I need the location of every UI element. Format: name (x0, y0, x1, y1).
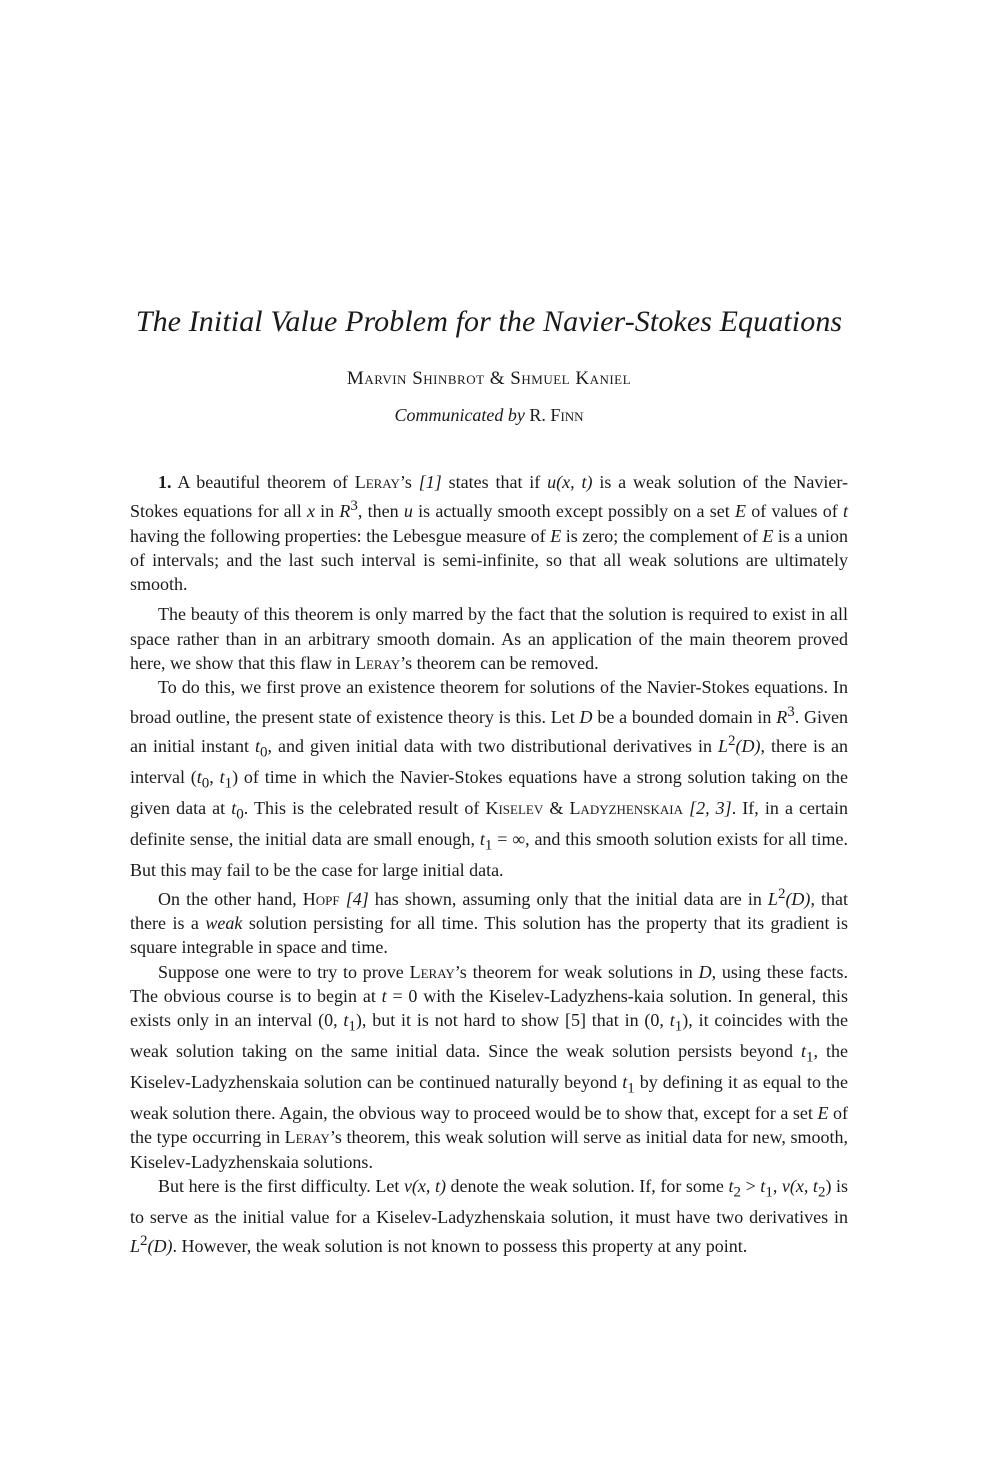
math-inline: D (579, 706, 593, 727)
math-inline: t (842, 501, 848, 522)
math-subscript: 2 (817, 1184, 826, 1201)
section-number: 1. (158, 472, 172, 492)
math-inline: t (801, 1041, 807, 1062)
author-ref-kiselev: Kiselev (485, 797, 544, 818)
text-run: A beautiful theorem of (177, 472, 355, 492)
text-run: , then (357, 501, 404, 522)
math-superscript: 2 (140, 1233, 148, 1250)
author-ref-leray: Leray (354, 653, 401, 674)
math-superscript: 3 (787, 703, 795, 720)
text-run: On the other hand, (158, 888, 303, 909)
author-ref-hopf: Hopf (302, 888, 340, 909)
math-subscript: 0 (201, 775, 210, 792)
math-subscript: 0 (236, 806, 244, 823)
text-run: , and given initial data with two distributional derivatives in (267, 735, 718, 756)
math-inline: t (728, 1175, 734, 1196)
math-subscript: 1 (484, 837, 493, 854)
text-run: ’s theorem, this weak solution will serve as initial data for new, smooth, Kiselev-Ladyzhenskaia solutions. (130, 1127, 849, 1172)
paragraph-3 (130, 675, 848, 881)
text-run: . If, in a certain definite sense, the initial data are small enough, (130, 797, 848, 849)
math-inline: t (343, 1010, 349, 1031)
math-inline: t (231, 797, 237, 818)
math-inline: E (817, 1102, 829, 1123)
section-1-body (130, 470, 848, 1258)
paragraph-2 (130, 602, 848, 675)
math-inline: v(x, t (781, 1175, 818, 1196)
author-ref-leray: Leray (409, 961, 455, 982)
text-run: To do this, we first prove an existence theorem for solutions of the Navier-Stokes equations. In broad outline, the present state of existence theory is this. Let (130, 677, 848, 727)
math-subscript: 1 (627, 1080, 635, 1097)
math-inline: u(x, t) (547, 472, 593, 492)
text-run: The beauty of this theorem is only marred by the fact that the solution is required to exist in all space rather than in an arbitrary smooth domain. As an application of the main theorem proved here, we show that this flaw in (130, 604, 848, 674)
author-ref-leray: Leray (354, 472, 400, 492)
text-run: in (314, 501, 340, 522)
text-run: , the Kiselev-Ladyzhenskaia solution can be continued naturally beyond (130, 1041, 848, 1093)
communicated-prefix: Communicated by (394, 405, 525, 425)
text-run: , (772, 1175, 782, 1196)
text-run: , (209, 766, 220, 787)
text-run: , using these facts. The obvious course is to begin at (130, 961, 848, 1007)
text-run: But here is the first difficulty. Let (158, 1175, 404, 1196)
paragraph-4 (130, 882, 848, 960)
text-run: . This is the celebrated result of (243, 797, 486, 818)
authors-line: Marvin Shinbrot & Shmuel Kaniel (346, 368, 632, 389)
math-inline: t (381, 986, 387, 1007)
math-inline: t (669, 1010, 675, 1031)
text-run: of values of (746, 501, 843, 522)
math-superscript: 2 (777, 885, 786, 902)
text-run: has shown, assuming only that the initial data are in (368, 888, 768, 909)
citation-ref: [1] (418, 472, 442, 492)
math-inline: x (306, 501, 315, 522)
paragraph-5 (130, 960, 848, 1174)
math-inline: t (622, 1072, 628, 1093)
math-inline: E (762, 525, 774, 546)
text-run: > (741, 1175, 761, 1196)
paragraph-1 (130, 470, 848, 596)
math-subscript: 2 (733, 1184, 741, 1201)
math-inline: v(x, t) (403, 1175, 446, 1196)
text-run: ) is to serve as the initial value for a Kiselev-Ladyzhenskaia solution, it must have two derivatives in (130, 1175, 849, 1227)
text-run: denote the weak solution. If, for some (445, 1175, 729, 1196)
math-subscript: 1 (224, 775, 233, 792)
text-run: ’s (399, 472, 419, 492)
text-run: = ∞, and this smooth solution exists for all time. But this may fail to be the case for large initial data. (130, 828, 849, 880)
math-inline: t (196, 766, 202, 787)
math-inline: E (735, 501, 747, 522)
author-ref-leray: Leray (284, 1127, 330, 1148)
math-inline: t (219, 766, 225, 787)
math-inline: u (403, 501, 413, 522)
math-inline: (D) (147, 1236, 173, 1257)
math-inline: L (767, 888, 778, 909)
math-inline: D (698, 961, 712, 982)
text-run: & (543, 797, 570, 818)
text-run: = 0 with the Kiselev-Ladyzhens-kaia solution. In general, this exists only in an interval (0, (130, 986, 848, 1031)
math-inline: t (255, 735, 261, 756)
text-run: is actually smooth except possibly on a set (412, 501, 736, 522)
math-subscript: 1 (348, 1018, 356, 1035)
paper-title: The Initial Value Problem for the Navier-Stokes Equations (135, 305, 843, 338)
math-subscript: 1 (806, 1049, 814, 1066)
math-inline: t (479, 828, 485, 849)
math-inline: t (760, 1175, 766, 1196)
communicated-line (130, 402, 848, 428)
author-ref-ladyzhenskaia: Ladyzhenskaia (569, 797, 683, 818)
paper-page (130, 298, 848, 1258)
math-inline: E (550, 525, 562, 546)
math-inline: L (718, 735, 729, 756)
math-subscript: 1 (765, 1184, 773, 1201)
text-run: ’s theorem can be removed. (400, 653, 599, 674)
text-run: ’s theorem for weak solutions in (454, 961, 699, 982)
math-inline: L (130, 1236, 141, 1257)
text-run: of the type occurring in (130, 1102, 848, 1148)
text-run: be a bounded domain in (592, 706, 777, 727)
text-run: ) of time in which the Navier-Stokes equations have a strong solution taking on the given data at (130, 766, 848, 818)
text-run: solution persisting for all time. This solution has the property that its gradient is square integrable in space and time. (130, 913, 848, 958)
text-run: by defining it as equal to the weak solution there. Again, the obvious way to proceed would be to show that, except for a set (130, 1072, 848, 1123)
citation-ref: [4] (345, 888, 369, 909)
math-superscript: 2 (728, 732, 736, 749)
text-run: ), it coincides with the weak solution taking on the same initial data. Since the weak solution persists beyond (130, 1010, 848, 1062)
communicated-editor: R. Finn (529, 405, 584, 425)
text-run: states that if (441, 472, 548, 492)
math-inline: R (776, 706, 788, 727)
text-run: is a union of intervals; and the last such interval is semi-infinite, so that all weak solutions are ultimately smooth. (130, 525, 849, 595)
text-run: , there is an interval ( (130, 735, 849, 787)
emphasis-weak: weak (205, 913, 243, 934)
text-run: Suppose one were to try to prove (158, 961, 410, 982)
math-inline: (D) (735, 735, 761, 756)
math-inline: R (339, 501, 351, 522)
text-run: is a weak solution of the Navier-Stokes equations for all (130, 472, 848, 522)
text-run: . However, the weak solution is not known to possess this property at any point. (172, 1236, 748, 1257)
paragraph-6 (130, 1174, 848, 1258)
math-subscript: 0 (260, 744, 268, 761)
math-superscript: 3 (350, 498, 358, 515)
text-run: is zero; the complement of (561, 525, 763, 546)
text-run: ), but it is not hard to show [5] that in (0, (355, 1010, 670, 1031)
text-run: . Given an initial instant (130, 706, 848, 756)
text-run: , that there is a (130, 888, 848, 934)
citation-ref: [2, 3] (689, 797, 732, 818)
math-inline: (D) (785, 888, 811, 909)
math-subscript: 1 (674, 1018, 683, 1035)
text-run: having the following properties: the Lebesgue measure of (130, 525, 551, 546)
